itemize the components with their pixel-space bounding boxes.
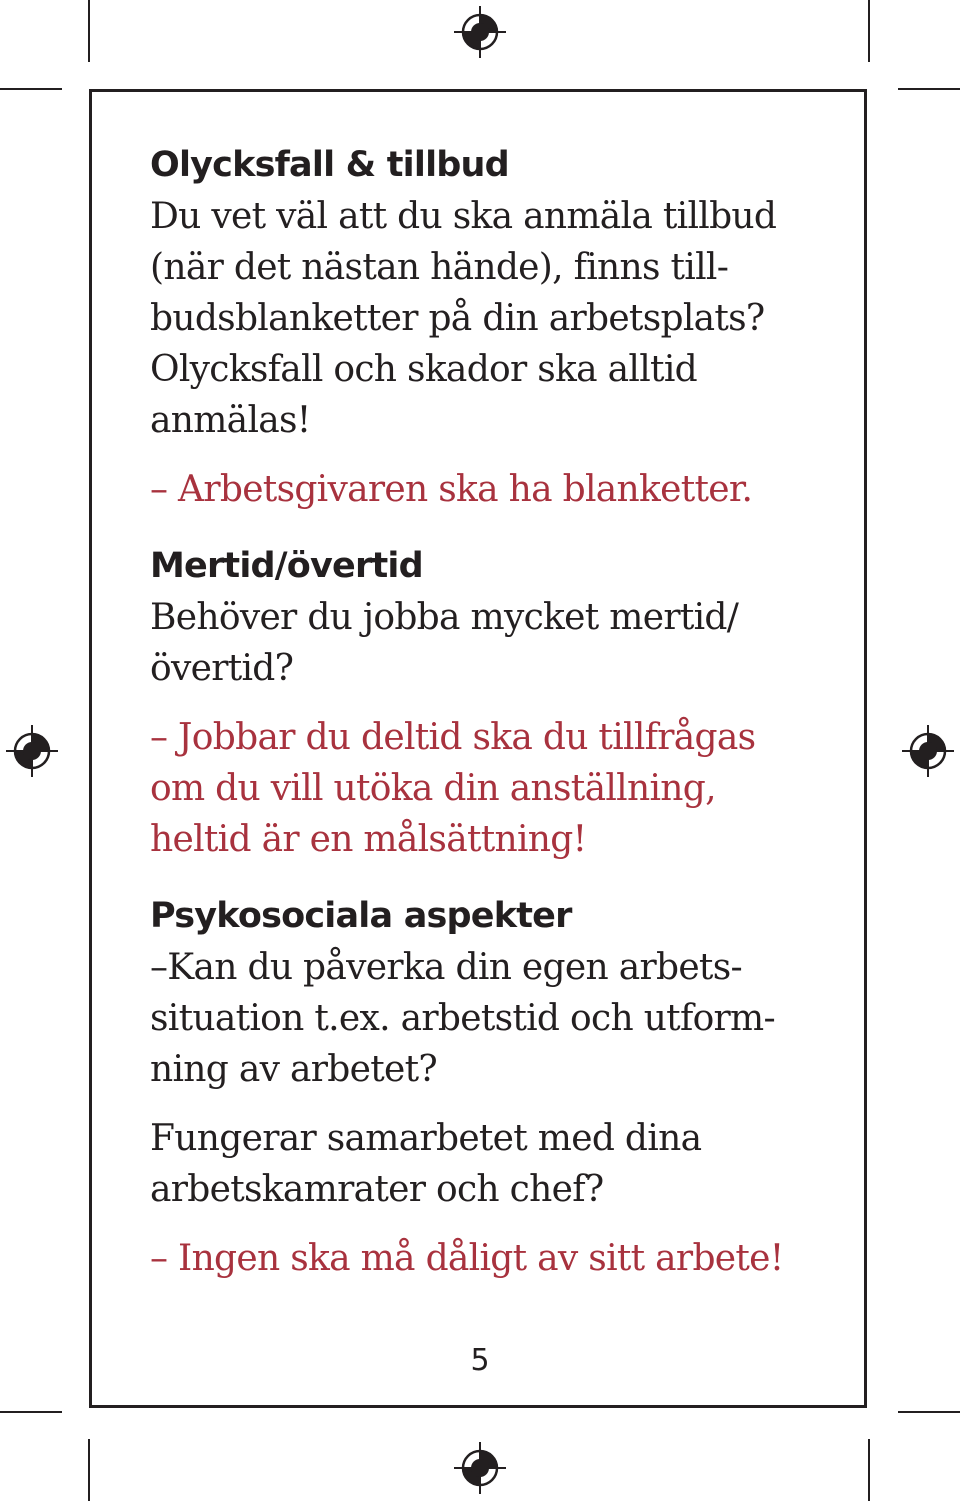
section-heading: Olycksfall & tillbud — [150, 145, 509, 185]
accent-line: om du vill utöka din anställning, — [150, 768, 716, 809]
crop-mark — [88, 1439, 90, 1501]
crop-mark — [898, 1411, 960, 1413]
registration-mark-icon — [6, 725, 58, 777]
crop-mark — [868, 1439, 870, 1501]
paragraph-line: Fungerar samarbetet med dina — [150, 1118, 702, 1159]
crop-mark — [898, 88, 960, 90]
registration-mark-icon — [902, 725, 954, 777]
crop-mark — [868, 0, 870, 62]
paragraph-line: situation t.ex. arbetstid och utform- — [150, 998, 775, 1039]
crop-mark — [0, 1411, 62, 1413]
crop-mark — [88, 0, 90, 62]
page-content — [150, 140, 830, 1284]
page-number: 5 — [470, 1343, 490, 1378]
paragraph-line: budsblanketter på din arbetsplats? — [150, 298, 765, 339]
paragraph-line: Du vet väl att du ska anmäla tillbud — [150, 196, 777, 237]
paragraph-line: –Kan du påverka din egen arbets- — [150, 947, 742, 988]
paragraph-line: anmälas! — [150, 400, 311, 441]
paragraph-line: arbetskamrater och chef? — [150, 1169, 604, 1210]
paragraph-line: (när det nästan hände), finns till- — [150, 247, 729, 288]
paragraph-line: Olycksfall och skador ska alltid — [150, 349, 697, 390]
crop-mark — [0, 88, 62, 90]
registration-mark-icon — [454, 6, 506, 58]
paragraph-line: ning av arbetet? — [150, 1049, 437, 1090]
accent-line: heltid är en målsättning! — [150, 819, 587, 860]
accent-line: – Ingen ska må dåligt av sitt arbete! — [150, 1238, 784, 1279]
paragraph-line: Behöver du jobba mycket mertid/ — [150, 597, 739, 638]
accent-line: – Jobbar du deltid ska du tillfrågas — [150, 717, 756, 758]
paragraph-line: övertid? — [150, 648, 294, 689]
section-heading: Psykosociala aspekter — [150, 896, 572, 936]
section-heading: Mertid/övertid — [150, 546, 423, 586]
registration-mark-icon — [454, 1442, 506, 1494]
accent-line: – Arbetsgivaren ska ha blanketter. — [150, 469, 753, 510]
